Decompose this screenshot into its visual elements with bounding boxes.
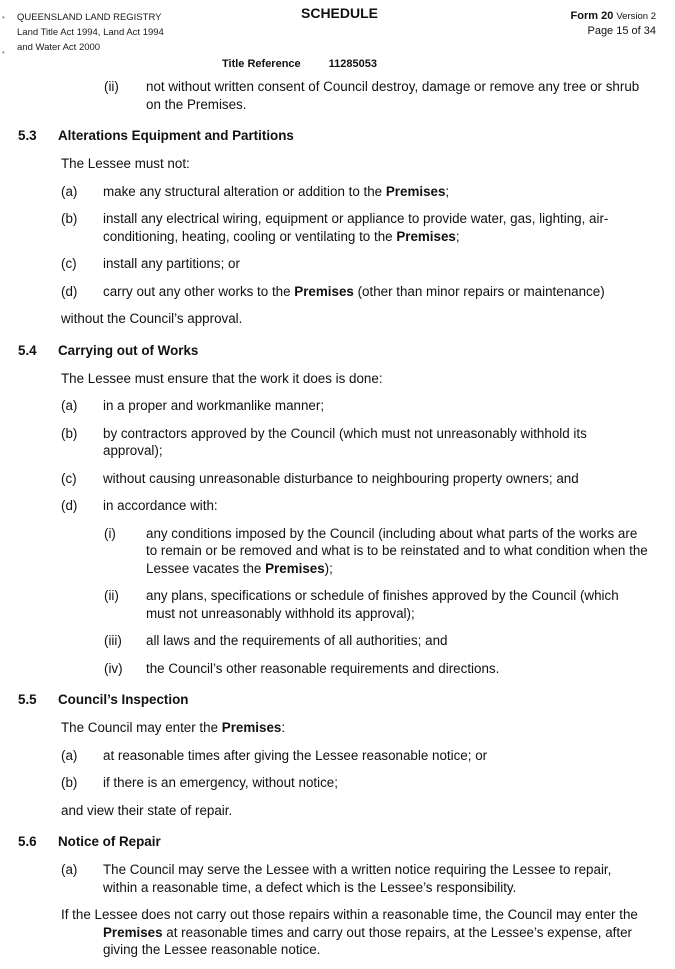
list-item: (a) The Council may serve the Lessee with a written notice requiring the Lessee to repair, within a reasonable time, a defect which is the Lessee’s responsibility. xyxy=(61,862,612,895)
title-ref-value: 11285053 xyxy=(328,58,378,70)
title-reference xyxy=(222,58,377,70)
form-version: Version 2 xyxy=(616,11,656,22)
margin-mark: • xyxy=(2,48,5,57)
margin-mark: • xyxy=(2,13,5,22)
list-item: (ii) any plans, specifications or schedule of finishes approved by the Council (which must not unreasonably withhold its approval); xyxy=(104,588,619,621)
item-label: (b) xyxy=(61,775,78,790)
item-label: (c) xyxy=(61,470,77,486)
list-item: (b) install any electrical wiring, equipment or appliance to provide water, gas, lighting, air-conditioning, heating, cooling or ventilating to the Premises; xyxy=(61,211,609,244)
act-line-2: and Water Act 2000 xyxy=(17,42,101,53)
list-item: (a) at reasonable times after giving the Lessee reasonable notice; or xyxy=(61,747,488,763)
list-item: (d) in accordance with: xyxy=(61,498,218,513)
form-number: Form 20 xyxy=(570,10,614,22)
item-label: (d) xyxy=(61,283,78,299)
section-title: Carrying out of Works xyxy=(58,342,199,358)
list-item: (d) carry out any other works to the Premises (other than minor repairs or maintenance) xyxy=(61,283,605,299)
schedule-title: SCHEDULE xyxy=(301,5,379,21)
list-item xyxy=(0,78,675,113)
list-item: (c) without causing unreasonable disturbance to neighbouring property owners; and xyxy=(61,470,579,486)
item-label: (b) xyxy=(61,425,78,441)
item-label: (c) xyxy=(61,256,77,271)
header-left xyxy=(17,10,164,55)
item-label: (a) xyxy=(61,398,78,413)
registry-name: QUEENSLAND LAND REGISTRY xyxy=(17,12,162,23)
list-item: (a) in a proper and workmanlike manner; xyxy=(61,398,325,413)
list-item: (iii) all laws and the requirements of all authorities; and xyxy=(104,633,448,648)
paragraph: The Lessee must ensure that the work it does is done: xyxy=(61,370,383,386)
section-title: Council’s Inspection xyxy=(58,692,189,707)
paragraph: The Lessee must not: xyxy=(61,156,190,171)
paragraph: without the Council’s approval. xyxy=(61,311,243,326)
page-number: Page 15 of 34 xyxy=(587,25,656,37)
section-number: 5.4 xyxy=(18,342,37,358)
title-ref-label: Title Reference xyxy=(222,58,301,70)
item-label: (a) xyxy=(61,862,78,877)
item-label: (ii) xyxy=(104,79,119,94)
section-title: Notice of Repair xyxy=(58,834,161,849)
item-label: (d) xyxy=(61,498,78,513)
item-label: (ii) xyxy=(104,588,119,603)
document-body xyxy=(0,78,675,969)
item-label: (a) xyxy=(61,747,78,763)
paragraph: The Council may enter the Premises: xyxy=(61,720,286,735)
list-item: (iv) the Council’s other reasonable requirements and directions. xyxy=(104,660,500,676)
item-text: not without written consent of Council destroy, damage or remove any tree or shrub on the Premises. xyxy=(146,79,640,112)
paragraph: and view their state of repair. xyxy=(61,802,233,818)
section-heading xyxy=(0,127,675,145)
item-label: (a) xyxy=(61,183,78,199)
list-item: (a) make any structural alteration or addition to the Premises; xyxy=(61,183,450,199)
item-label: (iii) xyxy=(104,633,122,648)
section-number: 5.5 xyxy=(18,692,37,707)
list-item: (b) by contractors approved by the Council (which must not unreasonably withhold its approval); xyxy=(61,425,587,458)
section-heading xyxy=(0,833,675,851)
act-line-1: Land Title Act 1994, Land Act 1994 xyxy=(17,27,164,38)
item-label: (i) xyxy=(104,525,116,541)
list-item: (i) any conditions imposed by the Council (including about what parts of the works are to remain or be removed and what is to be reinstated and to what condition when the Lessee vacates the Premises); xyxy=(104,525,648,576)
section-heading xyxy=(0,342,675,360)
item-label: (iv) xyxy=(104,660,123,676)
section-number: 5.3 xyxy=(18,128,37,143)
list-item: (c) install any partitions; or xyxy=(61,256,240,271)
item-label: (b) xyxy=(61,211,78,226)
list-item: (b) if there is an emergency, without notice; xyxy=(61,775,338,790)
section-heading xyxy=(0,691,675,709)
section-title: Alterations Equipment and Partitions xyxy=(58,128,294,143)
header-right xyxy=(571,9,656,39)
paragraph: If the Lessee does not carry out those repairs within a reasonable time, the Council may enter the Premises at reasonable times and carry out those repairs, at the Lessee’s expense, after giving the Lessee reasonable notice. xyxy=(61,907,638,957)
section-number: 5.6 xyxy=(18,834,37,849)
